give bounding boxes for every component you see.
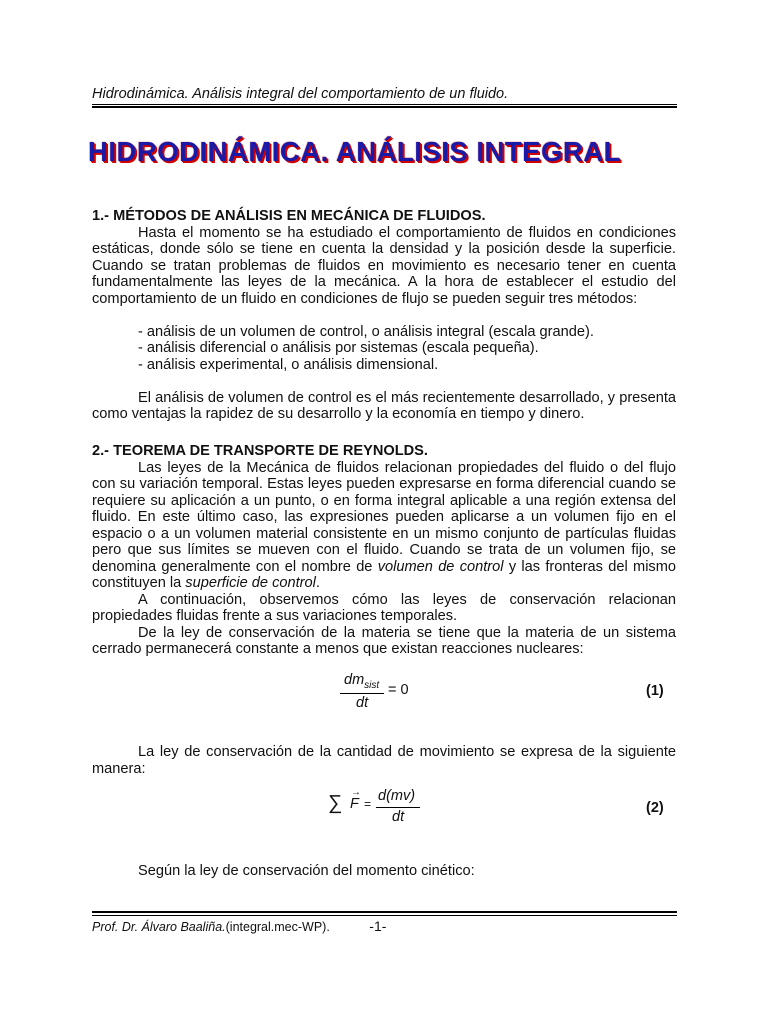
section-1 xyxy=(92,208,676,423)
fraction-bar xyxy=(376,807,420,808)
section-1-paragraph-2: El análisis de volumen de control es el más recientemente desarrollado, y presenta como ventajas la rapidez de su desarrollo y la economía en tiempo y dinero. xyxy=(92,389,676,422)
header-rule-thin xyxy=(92,104,677,105)
force-vector: → F xyxy=(350,787,361,812)
section-2-heading: 2.- TEOREMA DE TRANSPORTE DE REYNOLDS. xyxy=(92,443,428,459)
vector-arrow-icon: → xyxy=(351,787,361,798)
equation-1-label: (1) xyxy=(646,683,664,699)
summation-symbol: ∑ xyxy=(328,792,343,814)
list-item: - análisis diferencial o análisis por sistemas (escala pequeña). xyxy=(138,340,539,356)
list-item: - análisis experimental, o análisis dimensional. xyxy=(138,356,439,373)
footer-rule-thin xyxy=(92,915,677,916)
equation-1-numerator: $dm_{sist}$ xyxy=(344,672,380,691)
section-2-paragraph-2: A continuación, observemos cómo las leyes de conservación relacionan propiedades fluidas frente a sus variaciones temporales. xyxy=(92,591,676,624)
equation-2-label: (2) xyxy=(646,800,664,816)
equation-2-denominator: dt xyxy=(392,809,405,825)
page-title: HIDRODINÁMICA. ANÁLISIS INTEGRAL xyxy=(88,136,621,167)
equation-2: ∑ → F = d(mv) dt xyxy=(328,788,428,830)
equation-1 xyxy=(340,672,410,714)
header-rule-thick xyxy=(92,106,677,108)
section-2-paragraph-4: La ley de conservación de la cantidad de movimiento se expresa de la siguiente manera: xyxy=(92,744,676,777)
section-2-paragraph-5-wrap xyxy=(92,863,676,880)
equation-2-numerator: d(mv) xyxy=(378,788,416,804)
equation-1-rhs: = 0 xyxy=(388,682,409,698)
list-item: - análisis de un volumen de control, o análisis integral (escala grande). xyxy=(138,323,594,340)
section-1-paragraph-1: Hasta el momento se ha estudiado el comportamiento de fluidos en condiciones estáticas, donde sólo se tiene en cuenta la densidad y la posición desde la superficie. Cuando se tratan problemas de fluidos en movimiento es necesario tener en cuenta fundamentalmente las leyes de la mecánica. A la hora de establecer el estudio del comportamiento de un fluido en condiciones de flujo se pueden seguir tres métodos: xyxy=(92,224,676,307)
page-number: -1- xyxy=(369,918,387,934)
term-volumen-de-control: volumen de control xyxy=(377,558,504,575)
footer-file: (integral.mec-WP). xyxy=(225,920,330,934)
section-2-paragraph-5: Según la ley de conservación del momento cinético: xyxy=(138,863,475,879)
equation-1-denominator: dt xyxy=(356,695,369,711)
running-header: Hidrodinámica. Análisis integral del comportamiento de un fluido. xyxy=(92,86,509,102)
section-1-heading: 1.- MÉTODOS DE ANÁLISIS EN MECÁNICA DE FLUIDOS. xyxy=(92,208,486,224)
term-superficie-de-control: superficie de control xyxy=(185,575,316,591)
section-2-paragraph-4-wrap xyxy=(92,744,676,777)
section-2-paragraph-3: De la ley de conservación de la materia se tiene que la materia de un sistema cerrado permanecerá constante a menos que existan reacciones nucleares: xyxy=(92,624,676,657)
footer-rule-thick xyxy=(92,911,677,913)
section-2-paragraph-1: Las leyes de la Mecánica de fluidos relacionan propiedades del fluido o del flujo con su variación temporal. Estas leyes pueden expresarse en forma diferencial cuando se requiere su aplicación a un punto, o en forma integral aplicable a una región extensa del fluido. En este último caso, las expresiones pueden aplicarse a un volumen fijo en el espacio o a un volumen material consistente en un mismo conjunto de partículas fluidas pero que sus límites se mueven con el fluido. Cuando se trata de un volumen fijo, se denomina generalmente con el nombre de volumen de control y las fronteras del mismo constituyen la superficie de control. xyxy=(92,459,676,591)
section-2 xyxy=(92,443,676,658)
fraction-bar xyxy=(340,693,384,694)
footer-author: Prof. Dr. Álvaro Baaliña. xyxy=(92,920,226,934)
footer xyxy=(92,918,386,934)
